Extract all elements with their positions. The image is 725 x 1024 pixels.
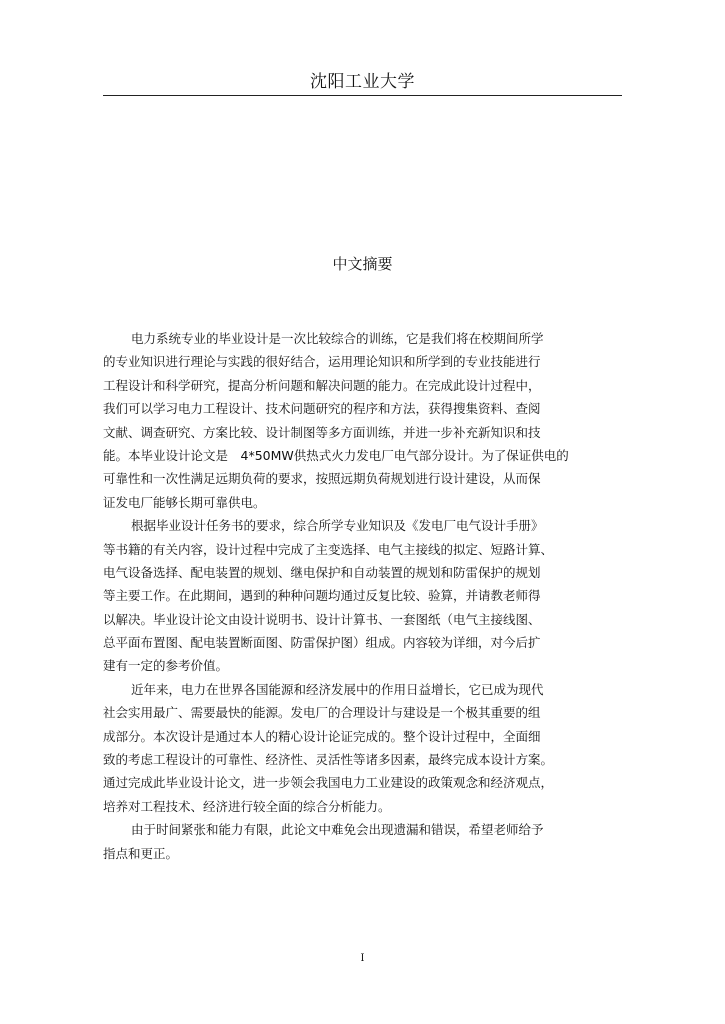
text-line: 总平面布置图、配电装置断面图、防雷保护图）组成。内容较为详细，对今后扩 bbox=[103, 635, 541, 651]
abstract-title: 中文摘要 bbox=[332, 255, 393, 273]
text-line: 培养对工程技术、经济进行较全面的综合分析能力。 bbox=[103, 798, 391, 814]
text-line: 的专业知识进行理论与实践的很好结合，运用理论知识和所学到的专业技能进行 bbox=[103, 354, 541, 370]
text-line: 成部分。本次设计是通过本人的精心设计论证完成的。整个设计过程中，全面细 bbox=[103, 728, 541, 744]
text-line: 工程设计和科学研究，提高分析问题和解决问题的能力。在完成此设计过程中， bbox=[103, 377, 541, 393]
text-line: 由于时间紧张和能力有限，此论文中难免会出现遗漏和错误，希望老师给予 bbox=[131, 822, 544, 838]
text-line: 等主要工作。在此期间，遇到的种种问题均通过反复比较、验算，并请教老师得 bbox=[103, 588, 541, 604]
text-line: 电气设备选择、配电装置的规划、继电保护和自动装置的规划和防雷保护的规划 bbox=[103, 564, 541, 580]
text-line: 社会实用最广、需要最快的能源。发电厂的合理设计与建设是一个极其重要的组 bbox=[103, 705, 541, 721]
abstract-body bbox=[103, 327, 602, 865]
page-number: I bbox=[360, 953, 365, 964]
text-line: 可靠性和一次性满足远期负荷的要求，按照远期负荷规划进行设计建设，从而保 bbox=[103, 471, 541, 487]
text-line: 致的考虑工程设计的可靠性、经济性、灵活性等诸多因素，最终完成本设计方案。 bbox=[103, 752, 554, 768]
text-line: 建有一定的参考价值。 bbox=[103, 658, 229, 674]
text-line: 指点和更正。 bbox=[103, 845, 179, 861]
text-line: 证发电厂能够长期可靠供电。 bbox=[103, 494, 266, 510]
text-line: 等书籍的有关内容，设计过程中完成了主变选择、电气主接线的拟定、短路计算、 bbox=[103, 541, 554, 557]
text-line: 电力系统专业的毕业设计是一次比较综合的训练，它是我们将在校期间所学 bbox=[131, 331, 544, 346]
paragraph-4 bbox=[103, 818, 602, 865]
header-title: 沈阳工业大学 bbox=[310, 72, 415, 92]
text-line: 文献、调查研究、方案比较、设计制图等多方面训练，并进一步补充新知识和技 bbox=[103, 424, 541, 440]
text-line: 根据毕业设计任务书的要求，综合所学专业知识及《发电厂电气设计手册》 bbox=[131, 518, 544, 534]
text-line: 以解决。毕业设计论文由设计说明书、设计计算书、一套图纸（电气主接线图、 bbox=[103, 611, 541, 627]
text-line: 通过完成此毕业设计论文，进一步领会我国电力工业建设的政策观念和经济观点， bbox=[103, 775, 554, 791]
page-header bbox=[103, 70, 622, 96]
paragraph-3 bbox=[103, 678, 602, 818]
paragraph-1 bbox=[103, 327, 602, 514]
text-line: 能。本毕业设计论文是 4*50MW供热式火力发电厂电气部分设计。为了保证供电的 bbox=[103, 447, 569, 463]
text-line: 近年来，电力在世界各国能源和经济发展中的作用日益增长，它已成为现代 bbox=[131, 681, 544, 697]
text-line: 我们可以学习电力工程设计、技术问题研究的程序和方法，获得搜集资料、查阅 bbox=[103, 401, 541, 417]
paragraph-2 bbox=[103, 514, 602, 678]
